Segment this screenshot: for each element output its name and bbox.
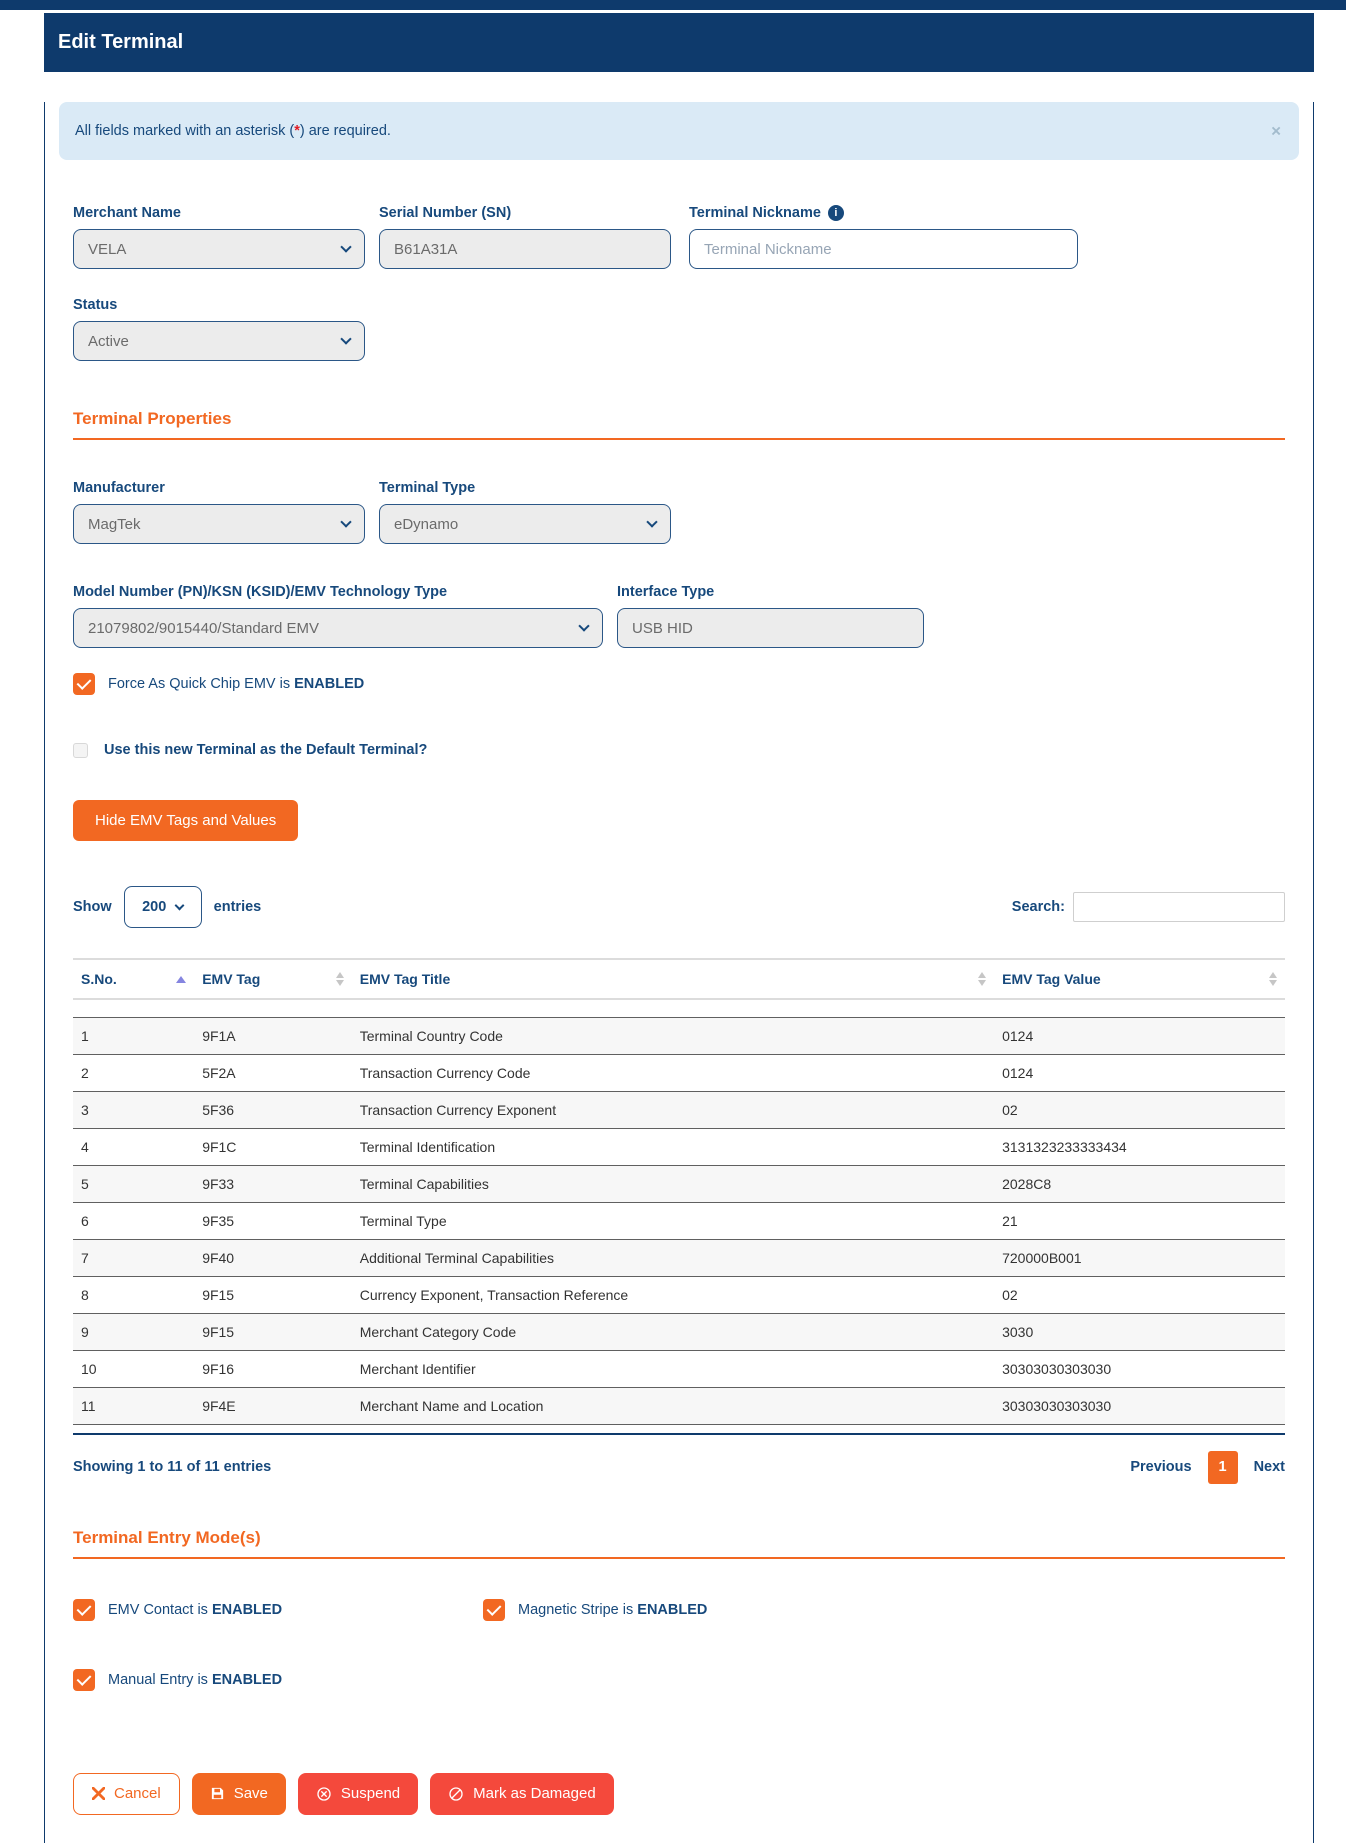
model-number-value: 21079802/9015440/Standard EMV xyxy=(88,619,320,637)
emv-cell-tag: 5F2A xyxy=(194,1054,352,1091)
emv-cell-value: 02 xyxy=(994,1091,1285,1128)
chevron-down-icon xyxy=(175,900,185,910)
chevron-down-icon xyxy=(340,333,351,344)
emv-table-row xyxy=(73,1276,1285,1313)
merchant-name-select[interactable] xyxy=(73,229,365,269)
manual-entry-checkbox[interactable] xyxy=(73,1669,95,1691)
alert-text: All fields marked with an asterisk (*) are required. xyxy=(75,123,391,139)
emv-cell-tag: 9F15 xyxy=(194,1313,352,1350)
emv-table-row xyxy=(73,1054,1285,1091)
sort-icon xyxy=(978,972,986,986)
save-button[interactable]: Save xyxy=(192,1773,286,1815)
mark-as-damaged-button[interactable]: Mark as Damaged xyxy=(430,1773,614,1815)
merchant-name-value: VELA xyxy=(88,240,127,258)
emv-cell-sno: 8 xyxy=(73,1276,194,1313)
hide-emv-tags-button[interactable]: Hide EMV Tags and Values xyxy=(73,800,298,841)
emv-cell-title: Currency Exponent, Transaction Reference xyxy=(352,1276,994,1313)
column-header-emv-tag-title[interactable]: EMV Tag Title xyxy=(352,959,994,999)
serial-number-label: Serial Number (SN) xyxy=(379,205,512,221)
page-size-select[interactable] xyxy=(124,886,202,928)
emv-table-row xyxy=(73,1313,1285,1350)
required-asterisk: * xyxy=(294,123,300,139)
emv-cell-tag: 9F40 xyxy=(194,1239,352,1276)
save-floppy-icon xyxy=(210,1786,225,1801)
chevron-down-icon xyxy=(578,620,589,631)
terminal-type-label: Terminal Type xyxy=(379,480,476,496)
chevron-down-icon xyxy=(340,241,351,252)
emv-cell-title: Terminal Identification xyxy=(352,1128,994,1165)
emv-cell-value: 21 xyxy=(994,1202,1285,1239)
suspend-circle-x-icon xyxy=(316,1786,332,1802)
search-label: Search: xyxy=(1011,899,1065,915)
next-page-button[interactable]: Next xyxy=(1253,1459,1285,1475)
status-value: Active xyxy=(88,332,129,350)
model-number-select[interactable] xyxy=(73,608,603,648)
search-input[interactable] xyxy=(1073,892,1285,922)
manufacturer-label: Manufacturer xyxy=(73,480,165,496)
merchant-name-label: Merchant Name xyxy=(73,205,181,221)
emv-cell-tag: 9F1A xyxy=(194,1017,352,1054)
magnetic-stripe-checkbox[interactable] xyxy=(483,1599,505,1621)
pagination xyxy=(1130,1451,1285,1484)
chevron-down-icon xyxy=(340,516,351,527)
emv-cell-sno: 2 xyxy=(73,1054,194,1091)
page-size-value: 200 xyxy=(142,899,167,915)
interface-type-field xyxy=(617,608,924,648)
previous-page-button[interactable]: Previous xyxy=(1130,1459,1192,1475)
emv-cell-title: Terminal Capabilities xyxy=(352,1165,994,1202)
emv-cell-title: Terminal Type xyxy=(352,1202,994,1239)
suspend-button[interactable]: Suspend xyxy=(298,1773,418,1815)
emv-cell-value: 3030 xyxy=(994,1313,1285,1350)
no-entry-icon xyxy=(448,1786,464,1802)
column-header-emv-tag[interactable]: EMV Tag xyxy=(194,959,352,999)
emv-cell-sno: 3 xyxy=(73,1091,194,1128)
emv-cell-tag: 9F4E xyxy=(194,1387,352,1424)
emv-cell-sno: 6 xyxy=(73,1202,194,1239)
column-header-emv-tag-value[interactable]: EMV Tag Value xyxy=(994,959,1285,999)
manufacturer-value: MagTek xyxy=(88,515,141,533)
sort-ascending-icon xyxy=(176,976,186,983)
emv-cell-tag: 5F36 xyxy=(194,1091,352,1128)
emv-cell-tag: 9F1C xyxy=(194,1128,352,1165)
terminal-type-value: eDynamo xyxy=(394,515,459,533)
emv-cell-tag: 9F35 xyxy=(194,1202,352,1239)
status-select[interactable] xyxy=(73,321,365,361)
emv-table-header-row xyxy=(73,959,1285,999)
emv-cell-value: 2028C8 xyxy=(994,1165,1285,1202)
emv-cell-tag: 9F15 xyxy=(194,1276,352,1313)
emv-cell-sno: 1 xyxy=(73,1017,194,1054)
info-icon[interactable]: i xyxy=(828,205,844,221)
emv-table-row xyxy=(73,1202,1285,1239)
emv-cell-value: 0124 xyxy=(994,1054,1285,1091)
emv-cell-sno: 4 xyxy=(73,1128,194,1165)
emv-cell-sno: 7 xyxy=(73,1239,194,1276)
terminal-type-select[interactable] xyxy=(379,504,671,544)
emv-cell-value: 02 xyxy=(994,1276,1285,1313)
emv-cell-value: 3131323233333434 xyxy=(994,1128,1285,1165)
emv-contact-checkbox[interactable] xyxy=(73,1599,95,1621)
cancel-x-icon xyxy=(92,1787,105,1800)
emv-table-row xyxy=(73,1387,1285,1424)
page-title: Edit Terminal xyxy=(44,13,1314,72)
emv-cell-value: 0124 xyxy=(994,1017,1285,1054)
emv-cell-title: Additional Terminal Capabilities xyxy=(352,1239,994,1276)
edit-terminal-panel xyxy=(44,13,1314,1843)
emv-cell-sno: 9 xyxy=(73,1313,194,1350)
terminal-nickname-field[interactable] xyxy=(689,229,1078,269)
serial-number-field xyxy=(379,229,671,269)
show-label: Show xyxy=(73,899,112,915)
emv-cell-title: Transaction Currency Exponent xyxy=(352,1091,994,1128)
sort-icon xyxy=(1269,972,1277,986)
cancel-button[interactable]: Cancel xyxy=(73,1773,180,1815)
emv-cell-sno: 10 xyxy=(73,1350,194,1387)
emv-table-row xyxy=(73,1091,1285,1128)
manufacturer-select[interactable] xyxy=(73,504,365,544)
top-bar xyxy=(0,0,1346,10)
table-spacer xyxy=(73,999,1285,1017)
emv-cell-sno: 5 xyxy=(73,1165,194,1202)
panel-body xyxy=(44,102,1314,1843)
emv-cell-sno: 11 xyxy=(73,1387,194,1424)
emv-cell-title: Merchant Name and Location xyxy=(352,1387,994,1424)
quick-chip-label: Force As Quick Chip EMV is ENABLED xyxy=(108,676,365,692)
emv-table-row xyxy=(73,1017,1285,1054)
table-bottom-divider xyxy=(73,1433,1285,1435)
emv-contact-label: EMV Contact is ENABLED xyxy=(108,1601,283,1618)
emv-cell-value: 30303030303030 xyxy=(994,1350,1285,1387)
emv-table-row xyxy=(73,1165,1285,1202)
magnetic-stripe-label: Magnetic Stripe is ENABLED xyxy=(518,1601,708,1618)
terminal-nickname-label: Terminal Nickname i xyxy=(689,205,1078,221)
default-terminal-checkbox[interactable] xyxy=(73,743,88,758)
showing-entries-text: Showing 1 to 11 of 11 entries xyxy=(73,1459,272,1475)
emv-cell-title: Transaction Currency Code xyxy=(352,1054,994,1091)
terminal-entry-modes-heading: Terminal Entry Mode(s) xyxy=(73,1528,1285,1559)
required-fields-alert xyxy=(59,102,1299,160)
interface-type-label: Interface Type xyxy=(617,584,715,600)
terminal-properties-heading: Terminal Properties xyxy=(73,409,1285,440)
emv-table-row xyxy=(73,1128,1285,1165)
alert-close-icon[interactable]: × xyxy=(1271,121,1281,141)
emv-tags-table xyxy=(73,958,1285,1425)
emv-table-row xyxy=(73,1239,1285,1276)
emv-cell-title: Merchant Category Code xyxy=(352,1313,994,1350)
emv-cell-value: 720000B001 xyxy=(994,1239,1285,1276)
quick-chip-checkbox[interactable] xyxy=(73,673,95,695)
emv-cell-value: 30303030303030 xyxy=(994,1387,1285,1424)
emv-cell-tag: 9F33 xyxy=(194,1165,352,1202)
status-label: Status xyxy=(73,297,118,313)
page-1-button[interactable]: 1 xyxy=(1208,1451,1238,1484)
emv-cell-title: Merchant Identifier xyxy=(352,1350,994,1387)
chevron-down-icon xyxy=(646,516,657,527)
model-number-label: Model Number (PN)/KSN (KSID)/EMV Technology Type xyxy=(73,584,448,600)
emv-cell-title: Terminal Country Code xyxy=(352,1017,994,1054)
emv-cell-tag: 9F16 xyxy=(194,1350,352,1387)
manual-entry-label: Manual Entry is ENABLED xyxy=(108,1671,283,1688)
column-header-sno[interactable]: S.No. xyxy=(73,959,194,999)
sort-icon xyxy=(336,972,344,986)
emv-table-row xyxy=(73,1350,1285,1387)
default-terminal-label: Use this new Terminal as the Default Terminal? xyxy=(104,742,428,758)
entries-label: entries xyxy=(213,899,262,915)
